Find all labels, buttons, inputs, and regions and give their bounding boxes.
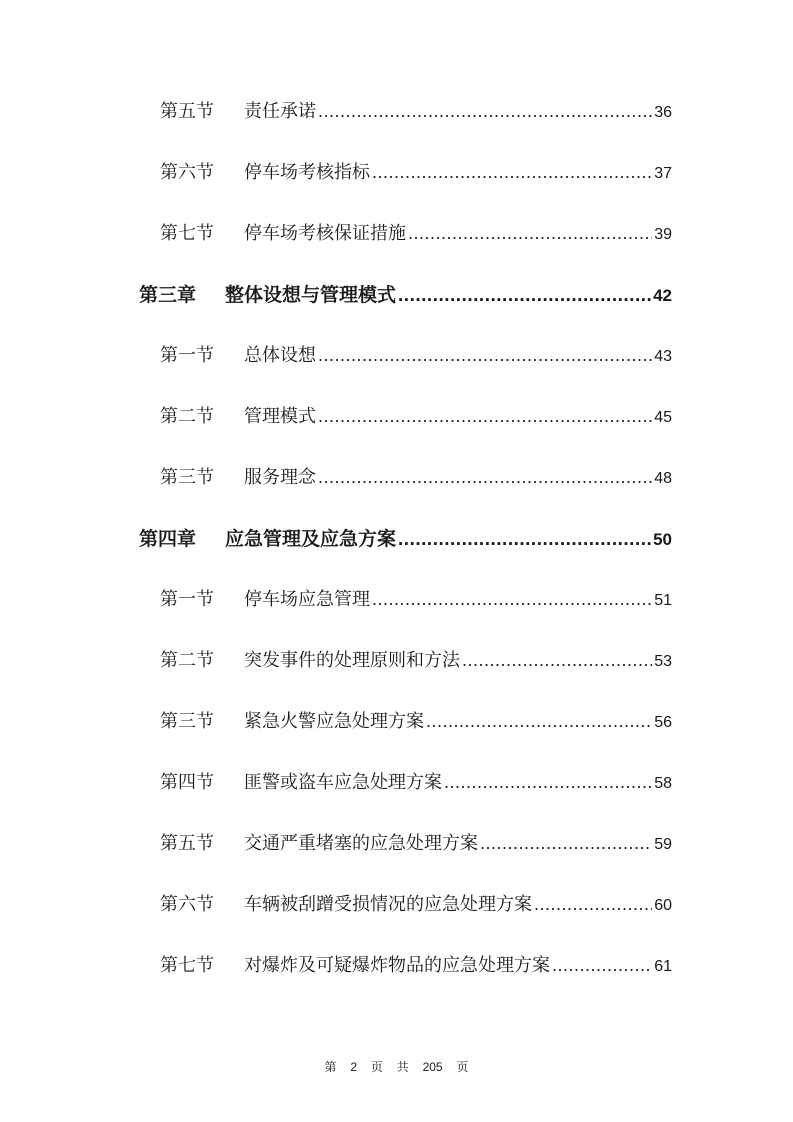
toc-dot-leader (398, 529, 651, 551)
toc-entry-title: 总体设想 (244, 345, 316, 366)
toc-entry-number: 第一节 (160, 345, 214, 366)
toc-entry-page: 56 (654, 714, 672, 731)
toc-entry-section[interactable] (160, 707, 672, 733)
toc-entry-chapter[interactable] (139, 280, 672, 307)
toc-entry-page: 59 (654, 836, 672, 853)
toc-dot-leader (318, 467, 652, 488)
toc-entry-title: 应急管理及应急方案 (225, 528, 397, 550)
toc-entry-page: 45 (654, 409, 672, 426)
toc-entry-number: 第四节 (160, 772, 214, 793)
toc-entry-page: 48 (654, 470, 672, 487)
toc-entry-page: 61 (654, 958, 672, 975)
toc-entry-number: 第六节 (160, 894, 214, 915)
toc-entry-title: 整体设想与管理模式 (225, 284, 397, 306)
toc-entry-title: 管理模式 (244, 406, 316, 427)
toc-entry-chapter[interactable] (139, 524, 672, 551)
toc-entry-number: 第五节 (160, 101, 214, 122)
footer-suffix: 页 (456, 1060, 469, 1074)
toc-dot-leader (318, 406, 652, 427)
toc-dot-leader (552, 955, 652, 976)
toc-entry-title: 匪警或盗车应急处理方案 (244, 772, 442, 793)
toc-entry-number: 第七节 (160, 955, 214, 976)
toc-entry-title: 停车场考核保证措施 (244, 223, 406, 244)
toc-dot-leader (372, 162, 652, 183)
toc-dot-leader (426, 711, 652, 732)
toc-entry-section[interactable] (160, 829, 672, 855)
toc-entry-number: 第三节 (160, 711, 214, 732)
toc-entry-page: 36 (654, 104, 672, 121)
toc-dot-leader (462, 650, 652, 671)
toc-dot-leader (318, 101, 652, 122)
toc-entry-section[interactable] (160, 951, 672, 977)
toc-entry-section[interactable] (160, 585, 672, 611)
toc-entry-section[interactable] (160, 768, 672, 794)
toc-entry-section[interactable] (160, 402, 672, 428)
toc-entry-number: 第六节 (160, 162, 214, 183)
toc-dot-leader (318, 345, 652, 366)
toc-dot-leader (398, 285, 651, 307)
toc-entry-page: 50 (653, 530, 672, 549)
toc-entry-number: 第三节 (160, 467, 214, 488)
footer-current-page: 2 (350, 1060, 358, 1074)
toc-entry-number: 第三章 (139, 284, 197, 306)
toc-entry-section[interactable] (160, 341, 672, 367)
toc-entry-title: 对爆炸及可疑爆炸物品的应急处理方案 (244, 955, 550, 976)
toc-entry-title: 紧急火警应急处理方案 (244, 711, 424, 732)
toc-dot-leader (444, 772, 652, 793)
toc-entry-page: 53 (654, 653, 672, 670)
footer-page-word: 页 (370, 1060, 383, 1074)
toc-entry-number: 第一节 (160, 589, 214, 610)
toc-entry-title: 停车场应急管理 (244, 589, 370, 610)
toc-entry-page: 42 (653, 286, 672, 305)
toc-entry-section[interactable] (160, 158, 672, 184)
toc-entry-number: 第四章 (139, 528, 197, 550)
toc-entry-section[interactable] (160, 219, 672, 245)
footer-total-word: 共 (396, 1060, 409, 1074)
toc-entry-page: 37 (654, 165, 672, 182)
toc-entry-section[interactable] (160, 890, 672, 916)
footer-total-pages: 205 (422, 1060, 443, 1074)
toc-entry-title: 服务理念 (244, 467, 316, 488)
toc-entry-page: 51 (654, 592, 672, 609)
toc-dot-leader (480, 833, 652, 854)
toc-entry-number: 第五节 (160, 833, 214, 854)
toc-entry-section[interactable] (160, 646, 672, 672)
toc-entry-title: 责任承诺 (244, 101, 316, 122)
toc-entry-title: 停车场考核指标 (244, 162, 370, 183)
toc-entry-number: 第二节 (160, 406, 214, 427)
toc-dot-leader (372, 589, 652, 610)
toc-entry-number: 第二节 (160, 650, 214, 671)
toc-entry-page: 58 (654, 775, 672, 792)
toc-entry-page: 39 (654, 226, 672, 243)
toc-entry-page: 60 (654, 897, 672, 914)
toc-entry-section[interactable] (160, 463, 672, 489)
toc-dot-leader (408, 223, 652, 244)
toc-entry-title: 突发事件的处理原则和方法 (244, 650, 460, 671)
page-footer (0, 1058, 793, 1075)
toc-entry-title: 车辆被刮蹭受损情况的应急处理方案 (244, 894, 532, 915)
toc-entry-title: 交通严重堵塞的应急处理方案 (244, 833, 478, 854)
toc-entry-number: 第七节 (160, 223, 214, 244)
toc-entry-section[interactable] (160, 97, 672, 123)
toc-dot-leader (534, 894, 652, 915)
toc-entry-page: 43 (654, 348, 672, 365)
footer-prefix: 第 (324, 1060, 337, 1074)
